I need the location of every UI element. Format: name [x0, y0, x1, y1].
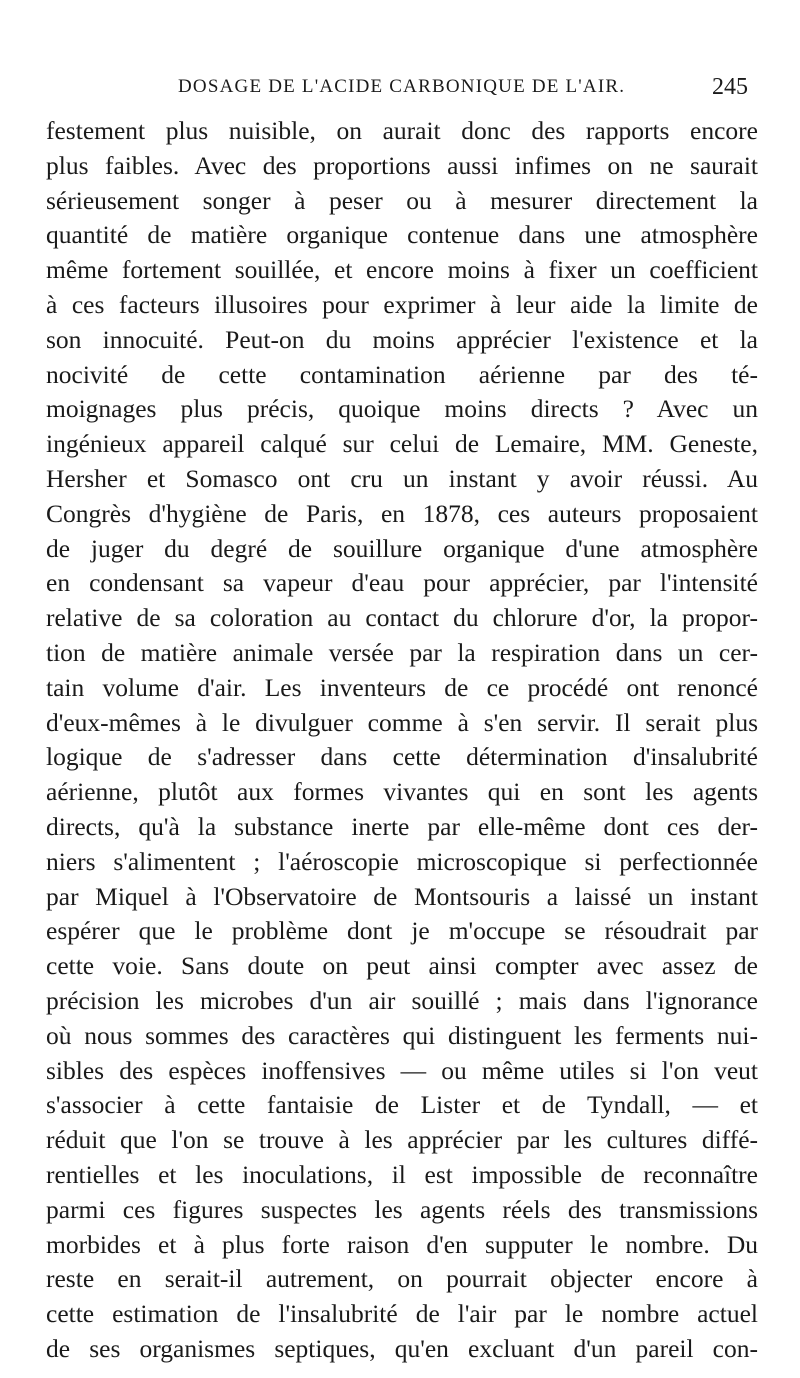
text-line: moignages plus précis, quoique moins directs ? Avec un [46, 394, 758, 424]
text-line: d'eux-mêmes à le divulguer comme à s'en servir. Il serait plus [46, 707, 758, 737]
text-line: morbides et à plus forte raison d'en supputer le nombre. Du [46, 1229, 758, 1259]
text-line: quantité de matière organique contenue dans une atmosphère [46, 220, 758, 250]
text-line: Congrès d'hygiène de Paris, en 1878, ces auteurs proposaient [46, 498, 758, 528]
text-line: directs, qu'à la substance inerte par elle-même dont ces der- [46, 811, 758, 841]
text-line: précision les microbes d'un air souillé ; mais dans l'ignorance [46, 985, 758, 1015]
text-line: ingénieux appareil calqué sur celui de Lemaire, MM. Geneste, [46, 429, 758, 459]
text-line: relative de sa coloration au contact du chlorure d'or, la propor- [46, 603, 758, 633]
text-line: par Miquel à l'Observatoire de Montsouris a laissé un instant [46, 881, 758, 911]
page-number: 245 [712, 74, 748, 100]
text-line: où nous sommes des caractères qui distinguent les ferments nui- [46, 1020, 758, 1050]
text-line: réduit que l'on se trouve à les apprécier par les cultures diffé- [46, 1125, 758, 1155]
running-title: DOSAGE DE L'ACIDE CARBONIQUE DE L'AIR. [178, 76, 626, 97]
text-line: plus faibles. Avec des proportions aussi infimes on ne saurait [46, 150, 758, 180]
text-line: à ces facteurs illusoires pour exprimer à leur aide la limite de [46, 289, 758, 319]
running-head [48, 74, 748, 104]
text-line: sibles des espèces inoffensives — ou même utiles si l'on veut [46, 1055, 758, 1085]
text-line: son innocuité. Peut-on du moins apprécier l'existence et la [46, 324, 758, 354]
text-line: Hersher et Somasco ont cru un instant y avoir réussi. Au [46, 463, 758, 493]
text-line: aérienne, plutôt aux formes vivantes qui en sont les agents [46, 777, 758, 807]
text-line: reste en serait-il autrement, on pourrait objecter encore à [46, 1264, 758, 1294]
text-line: cette estimation de l'insalubrité de l'air par le nombre actuel [46, 1299, 758, 1329]
text-line: logique de s'adresser dans cette détermination d'insalubrité [46, 742, 758, 772]
text-line: nocivité de cette contamination aérienne par des té- [46, 359, 758, 389]
text-line: de ses organismes septiques, qu'en excluant d'un pareil con- [46, 1333, 758, 1363]
text-line: sérieusement songer à peser ou à mesurer directement la [46, 185, 758, 215]
text-line: rentielles et les inoculations, il est impossible de reconnaître [46, 1159, 758, 1189]
text-line: tion de matière animale versée par la respiration dans un cer- [46, 637, 758, 667]
text-line: parmi ces figures suspectes les agents réels des transmissions [46, 1194, 758, 1224]
text-line: tain volume d'air. Les inventeurs de ce procédé ont renoncé [46, 672, 758, 702]
body-text [46, 114, 758, 1367]
text-line: espérer que le problème dont je m'occupe se résoudrait par [46, 916, 758, 946]
text-line: niers s'alimentent ; l'aéroscopie microscopique si perfectionnée [46, 846, 758, 876]
text-line: cette voie. Sans doute on peut ainsi compter avec assez de [46, 951, 758, 981]
text-line: s'associer à cette fantaisie de Lister et de Tyndall, — et [46, 1090, 758, 1120]
text-line: de juger du degré de souillure organique d'une atmosphère [46, 533, 758, 563]
text-line: en condensant sa vapeur d'eau pour apprécier, par l'intensité [46, 568, 758, 598]
text-line: même fortement souillée, et encore moins à fixer un coefficient [46, 255, 758, 285]
text-line: festement plus nuisible, on aurait donc des rapports encore [46, 116, 758, 145]
